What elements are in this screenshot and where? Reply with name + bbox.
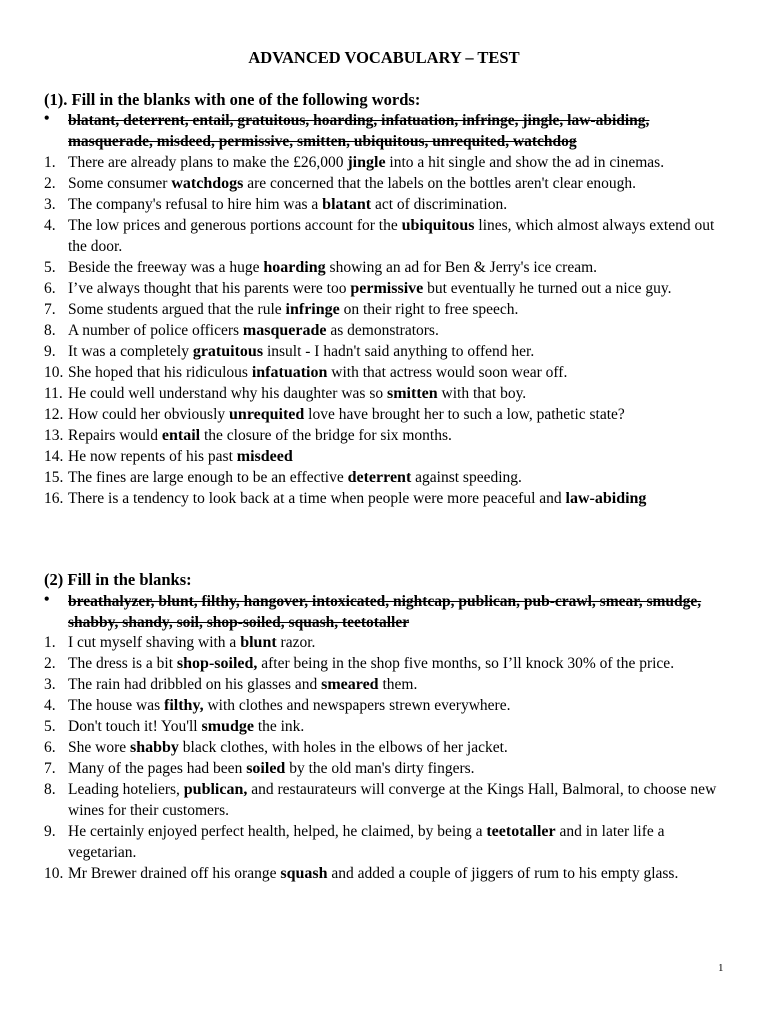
question-item [44,173,726,194]
item-number: 4. [44,217,56,234]
sentence-after: are concerned that the labels on the bottles aren't clear enough. [243,175,637,192]
question-item [44,152,726,173]
section-2-list [44,632,726,884]
sentence-before: Some students argued that the rule [68,301,286,318]
question-item [44,341,726,362]
answer-word: entail [161,427,201,444]
answer-word: teetotaller [486,823,556,840]
item-number: 14. [44,448,64,465]
answer-word: gratuitous [192,343,264,360]
item-number: 1. [44,154,56,171]
section-2-heading: (2) Fill in the blanks: [44,570,192,589]
sentence-after: love have brought her to such a low, pathetic state? [304,406,625,423]
section-2-word-bank [44,591,724,633]
sentence-after: and restaurateurs will converge at the Kings Hall, Balmoral, to choose new wines for their customers. [68,781,717,819]
sentence-before: There is a tendency to look back at a time when people were more peaceful and [68,490,566,507]
sentence-after: on their right to free speech. [339,301,519,318]
sentence-before: I cut myself shaving with a [68,634,241,651]
question-item [44,821,726,863]
question-item [44,653,726,674]
question-item [44,425,726,446]
sentence-after: and added a couple of jiggers of rum to his empty glass. [327,865,679,882]
question-item [44,320,726,341]
sentence-before: I’ve always thought that his parents were too [68,280,351,297]
sentence-after: lines, which almost always extend out the door. [68,217,715,255]
sentence-after: the ink. [253,718,305,735]
question-item [44,674,726,695]
sentence-before: Repairs would [68,427,162,444]
bullet-icon: • [44,110,50,127]
item-number: 7. [44,760,56,777]
sentence-after: with that boy. [437,385,527,402]
item-number: 8. [44,322,56,339]
sentence-before: Some consumer [68,175,172,192]
question-item [44,299,726,320]
answer-word: watchdogs [171,175,244,192]
item-number: 6. [44,280,56,297]
question-item [44,404,726,425]
sentence-before: It was a completely [68,343,193,360]
answer-word: blunt [240,634,277,651]
answer-word: deterrent [347,469,412,486]
page-number: 1 [718,962,724,974]
page-title: ADVANCED VOCABULARY – TEST [248,48,520,67]
answer-word: shabby [130,739,179,756]
sentence-after: showing an ad for Ben & Jerry's ice cream. [325,259,598,276]
sentence-before: Leading hoteliers, [68,781,184,798]
item-number: 2. [44,175,56,192]
answer-word: smeared [321,676,379,693]
sentence-after: them. [378,676,418,693]
answer-word: ubiquitous [401,217,475,234]
sentence-before: He now repents of his past [68,448,237,465]
question-item [44,215,726,257]
answer-word: filthy, [164,697,204,714]
answer-word: infatuation [251,364,328,381]
sentence-after: by the old man's dirty fingers. [285,760,475,777]
sentence-after: into a hit single and show the ad in cinemas. [385,154,665,171]
question-item [44,194,726,215]
item-number: 5. [44,259,56,276]
sentence-before: How could her obviously [68,406,230,423]
answer-word: unrequited [229,406,305,423]
sentence-before: The dress is a bit [68,655,177,672]
sentence-before: The house was [68,697,164,714]
section-1-list [44,152,726,509]
answer-word: squash [280,865,328,882]
section-1-word-bank [44,110,724,152]
sentence-before: Beside the freeway was a huge [68,259,264,276]
sentence-before: She hoped that his ridiculous [68,364,252,381]
sentence-after: as demonstrators. [326,322,439,339]
sentence-before: Many of the pages had been [68,760,247,777]
answer-word: smitten [386,385,438,402]
sentence-after: against speeding. [411,469,522,486]
question-item [44,257,726,278]
sentence-before: A number of police officers [68,322,243,339]
item-number: 12. [44,406,64,423]
sentence-before: The company's refusal to hire him was a [68,196,323,213]
sentence-before: She wore [68,739,130,756]
question-item [44,863,726,884]
question-item [44,632,726,653]
question-item [44,278,726,299]
sentence-before: He certainly enjoyed perfect health, helped, he claimed, by being a [68,823,487,840]
item-number: 9. [44,343,56,360]
item-number: 10. [44,865,64,882]
answer-word: permissive [350,280,424,297]
item-number: 10. [44,364,64,381]
answer-word: law-abiding [565,490,647,507]
sentence-after: with that actress would soon wear off. [327,364,568,381]
answer-word: masquerade [242,322,327,339]
answer-word: publican, [183,781,248,798]
answer-word: smudge [201,718,254,735]
item-number: 7. [44,301,56,318]
item-number: 3. [44,196,56,213]
item-number: 16. [44,490,64,507]
sentence-after: with clothes and newspapers strewn everywhere. [203,697,511,714]
sentence-before: The low prices and generous portions account for the [68,217,402,234]
sentence-after: but eventually he turned out a nice guy. [423,280,672,297]
item-number: 5. [44,718,56,735]
item-number: 11. [44,385,63,402]
question-item [44,467,726,488]
question-item [44,383,726,404]
word-bank-text: breathalyzer, blunt, filthy, hangover, intoxicated, nightcap, publican, pub-crawl, smear, smudge, shabby, shandy, soil, shop-soiled, squash, teetotaller [68,593,702,631]
item-number: 3. [44,676,56,693]
answer-word: misdeed [236,448,293,465]
sentence-after: the closure of the bridge for six months. [200,427,452,444]
sentence-before: The rain had dribbled on his glasses and [68,676,322,693]
answer-word: shop-soiled, [176,655,258,672]
answer-word: jingle [347,154,386,171]
sentence-after: razor. [276,634,316,651]
item-number: 15. [44,469,64,486]
word-bank-text: blatant, deterrent, entail, gratuitous, hoarding, infatuation, infringe, jingle, law-abiding, masquerade, misdeed, permissive, smitten, ubiquitous, unrequited, watchdog [68,112,650,150]
answer-word: infringe [285,301,340,318]
sentence-after: act of discrimination. [371,196,508,213]
sentence-before: There are already plans to make the £26,000 [68,154,348,171]
sentence-after: and in later life a vegetarian. [68,823,665,861]
item-number: 8. [44,781,56,798]
answer-word: soiled [246,760,286,777]
sentence-before: Don't touch it! You'll [68,718,202,735]
answer-word: hoarding [263,259,326,276]
sentence-before: Mr Brewer drained off his orange [68,865,281,882]
sentence-after: insult - I hadn't said anything to offend her. [263,343,535,360]
question-item [44,737,726,758]
item-number: 2. [44,655,56,672]
question-item [44,758,726,779]
sentence-after: black clothes, with holes in the elbows of her jacket. [178,739,508,756]
question-item [44,695,726,716]
sentence-after: after being in the shop five months, so I’ll knock 30% of the price. [257,655,675,672]
item-number: 9. [44,823,56,840]
item-number: 1. [44,634,56,651]
bullet-icon: • [44,591,50,608]
sentence-before: He could well understand why his daughter was so [68,385,387,402]
section-1-heading: (1). Fill in the blanks with one of the following words: [44,90,421,109]
question-item [44,488,726,509]
question-item [44,446,726,467]
item-number: 6. [44,739,56,756]
question-item [44,716,726,737]
sentence-before: The fines are large enough to be an effective [68,469,348,486]
question-item [44,779,726,821]
item-number: 4. [44,697,56,714]
item-number: 13. [44,427,64,444]
answer-word: blatant [322,196,372,213]
question-item [44,362,726,383]
